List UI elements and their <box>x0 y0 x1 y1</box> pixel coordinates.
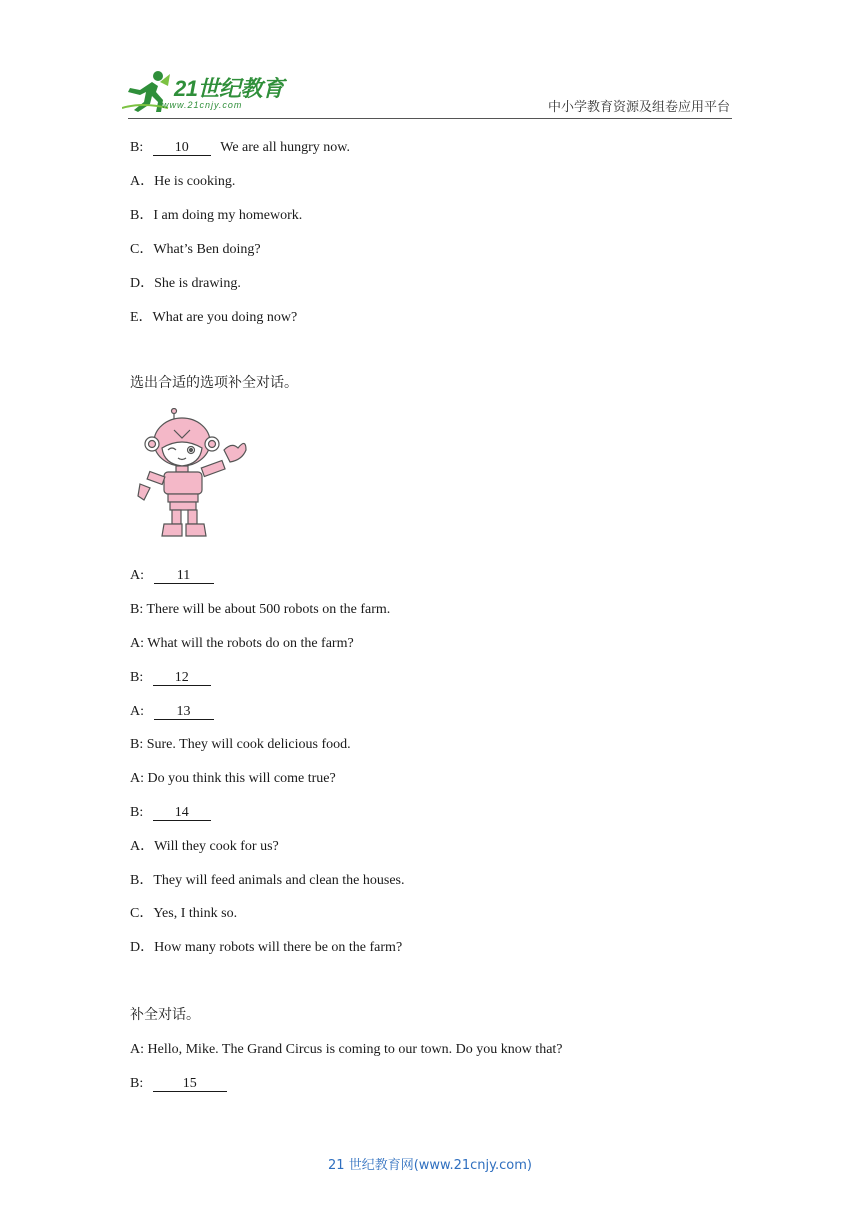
header-divider <box>128 118 732 119</box>
speaker-label: A: <box>130 568 144 583</box>
section-instruction: 补全对话。 <box>130 1007 200 1023</box>
logo-text: 21世纪教育 <box>174 76 284 101</box>
option-a: A．He is cooking. <box>130 174 236 189</box>
answer-blank-15[interactable]: 15 <box>153 1077 227 1092</box>
speaker-label: A: <box>130 704 144 719</box>
page-header <box>0 0 860 120</box>
dialogue-line: B: Sure. They will cook delicious food. <box>130 737 351 752</box>
option-b: B．They will feed animals and clean the houses. <box>130 873 405 888</box>
speaker-label: B: <box>130 1076 144 1091</box>
option-e: E．What are you doing now? <box>130 310 298 325</box>
answer-blank-12[interactable]: 12 <box>153 671 211 686</box>
answer-blank-11[interactable]: 11 <box>154 569 214 584</box>
section-instruction: 选出合适的选项补全对话。 <box>130 375 298 391</box>
dialogue-line-b12 <box>130 669 211 687</box>
platform-title: 中小学教育资源及组卷应用平台 <box>547 100 730 115</box>
option-c: C．Yes, I think so. <box>130 906 238 921</box>
answer-blank-13[interactable]: 13 <box>154 705 214 720</box>
answer-blank-14[interactable]: 14 <box>153 806 211 821</box>
speaker-label: B: <box>130 670 144 685</box>
option-a: A．Will they cook for us? <box>130 839 279 854</box>
dialogue-line-b14 <box>130 804 211 822</box>
dialogue-text: We are all hungry now. <box>220 140 350 155</box>
option-b: B．I am doing my homework. <box>130 208 303 223</box>
dialogue-line: B: There will be about 500 robots on the farm. <box>130 602 391 617</box>
dialogue-line: A: What will the robots do on the farm? <box>130 636 354 651</box>
dialogue-line-b10 <box>130 139 350 157</box>
robot-illustration <box>134 408 252 542</box>
logo-url: www.21cnjy.com <box>162 100 243 110</box>
page-footer: 21 世纪教育网(www.21cnjy.com) <box>328 1158 532 1173</box>
speaker-label: B: <box>130 805 144 820</box>
option-d: D．She is drawing. <box>130 276 241 291</box>
option-d: D．How many robots will there be on the farm? <box>130 940 403 955</box>
site-logo <box>122 68 292 116</box>
dialogue-line: A: Hello, Mike. The Grand Circus is coming to our town. Do you know that? <box>130 1042 563 1057</box>
dialogue-line-a11 <box>130 567 214 585</box>
dialogue-line-a13 <box>130 703 214 721</box>
answer-blank-10[interactable]: 10 <box>153 141 211 156</box>
dialogue-line-b15 <box>130 1075 227 1093</box>
speaker-label: B: <box>130 140 144 155</box>
dialogue-line: A: Do you think this will come true? <box>130 771 336 786</box>
option-c: C．What’s Ben doing? <box>130 242 261 257</box>
